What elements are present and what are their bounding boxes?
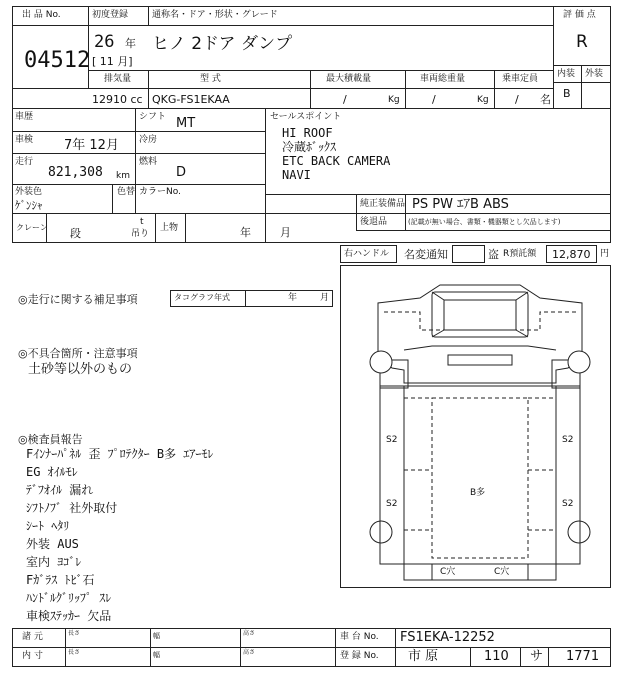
inspection-expiry: 7年 12月 — [64, 138, 119, 153]
interior-width-label: 幅 — [153, 651, 160, 659]
exterior-score-label: 外装 — [585, 69, 604, 79]
history-label: 車歴 — [15, 112, 34, 122]
crane-stage-unit: 段 — [70, 227, 81, 240]
overall-score: R — [576, 32, 588, 52]
plate-number: 1771 — [566, 649, 600, 664]
capacity-unit: 名 — [540, 93, 551, 106]
report-line: ｼｰﾄ ﾍﾀﾘ — [26, 519, 70, 533]
chassis-number-label: 車 台 No. — [340, 632, 379, 642]
dimensions-label: 諸 元 — [22, 632, 43, 642]
diagram-mark-c-hole-left: C穴 — [440, 567, 456, 577]
mileage-label: 走行 — [15, 157, 34, 167]
exterior-color: ｹﾞﾝｼｬ — [15, 199, 43, 212]
tachograph-label: タコグラフ年式 — [174, 293, 230, 302]
selling-points-label: セールスポイント — [270, 112, 342, 122]
gross-weight-unit: Kg — [477, 95, 489, 105]
report-line: ﾃﾞﾌｵｲﾙ 漏れ — [26, 483, 94, 497]
aftermarket-label: 後退品 — [360, 217, 388, 227]
interior-length-label: 長さ — [68, 649, 81, 656]
crane-tons-unit: t — [140, 217, 144, 227]
inspection-label: 車検 — [15, 135, 34, 145]
crane-label: クレーン — [16, 223, 48, 232]
registration-year: 26 — [94, 32, 115, 52]
name-change-notice-label: 名変通知 — [404, 248, 448, 261]
report-line: 外装 AUS — [26, 537, 79, 551]
displacement: 12910 cc — [92, 93, 143, 106]
vehicle-name-label: 通称名・ドア・形状・グレード — [152, 10, 278, 20]
theft-label: 盗 — [488, 248, 499, 261]
width-label: 幅 — [153, 632, 160, 640]
max-load-unit: Kg — [388, 95, 400, 105]
report-line: 室内 ﾖｺﾞﾚ — [26, 555, 82, 569]
exterior-color-label: 外装色 — [15, 187, 43, 197]
displacement-label: 排気量 — [104, 74, 132, 84]
mileage-unit: km — [116, 171, 130, 181]
report-line: EG ｵｲﾙﾓﾚ — [26, 465, 78, 479]
first-registration-label: 初度登録 — [92, 10, 129, 20]
registration-number-label: 登 録 No. — [340, 651, 379, 661]
max-load-label: 最大積載量 — [326, 74, 372, 84]
report-line: 車検ｽﾃｯｶｰ 欠品 — [26, 609, 112, 623]
right-hand-drive-label: 右ハンドル — [344, 249, 390, 259]
fuel-label: 燃料 — [139, 157, 158, 167]
genuine-equipment: PS PW ｴｱB ABS — [412, 197, 509, 212]
gross-weight-label: 車両総重量 — [420, 74, 466, 84]
defects-label: ◎不具合箇所・注意事項 — [18, 347, 138, 360]
selling-point-item: 冷蔵ﾎﾞｯｸｽ — [282, 140, 337, 154]
upper-body-year: 年 — [240, 226, 251, 239]
capacity-slash: / — [515, 93, 519, 106]
upper-body-month: 月 — [280, 226, 291, 239]
crane-hanging-label: 吊り — [131, 229, 150, 239]
diagram-mark-c-hole-right: C穴 — [494, 567, 510, 577]
max-load-slash: / — [343, 93, 347, 106]
inspector-report-label: ◎検査員報告 — [18, 433, 83, 446]
truck-diagram — [370, 285, 590, 580]
defect-note: 土砂等以外のもの — [28, 362, 133, 377]
driving-notes-label: ◎走行に関する補足事項 — [18, 293, 138, 306]
gross-weight-slash: / — [432, 93, 436, 106]
vehicle-name: ヒノ 2ドア ダンプ — [152, 34, 293, 54]
plate-area: 市 原 — [408, 649, 439, 664]
color-number-label: カラーNo. — [139, 187, 181, 197]
report-line: ｼﾌﾄﾉﾌﾞ 社外取付 — [26, 501, 118, 515]
tachograph-month-unit: 月 — [320, 293, 330, 303]
lot-number-label: 出 品 No. — [22, 10, 61, 20]
registration-year-unit: 年 — [125, 37, 136, 50]
mileage-value: 821,308 — [48, 165, 103, 180]
plate-kana: サ — [530, 649, 544, 664]
tachograph-year-unit: 年 — [288, 293, 298, 303]
aftermarket-note: (記載が無い場合、書類・機器類とし欠品します) — [408, 218, 561, 226]
shift-value: MT — [176, 116, 196, 131]
genuine-equipment-label: 純正装備品 — [360, 199, 406, 209]
yen-unit: 円 — [600, 249, 610, 259]
selling-point-item: HI ROOF — [282, 126, 333, 140]
report-line: Fｲﾝﾅｰﾊﾟﾈﾙ 歪 ﾌﾟﾛﾃｸﾀｰ B多 ｴｱｰﾓﾚ — [26, 447, 214, 461]
diagram-mark-s2-right-front: S2 — [562, 435, 574, 445]
recycle-deposit-amount: 12,870 — [552, 248, 591, 261]
diagram-mark-s2-right-rear: S2 — [562, 499, 574, 509]
height-label: 高さ — [243, 630, 256, 637]
model-code: QKG-FS1EKAA — [152, 93, 230, 106]
interior-dimensions-label: 内 寸 — [22, 651, 43, 661]
plate-class: 110 — [484, 649, 509, 664]
interior-score-label: 内装 — [557, 69, 576, 79]
score-label: 評 価 点 — [563, 10, 596, 20]
shift-label: シフト — [139, 112, 167, 122]
selling-point-item: ETC BACK CAMERA — [282, 154, 391, 168]
diagram-mark-s2-left-front: S2 — [386, 435, 398, 445]
interior-height-label: 高さ — [243, 649, 256, 656]
selling-point-item: NAVI — [282, 168, 311, 182]
diagram-mark-s2-left-rear: S2 — [386, 499, 398, 509]
registration-month: [ 11 月] — [92, 55, 133, 68]
length-label: 長さ — [68, 630, 81, 637]
color-change-label: 色替 — [117, 187, 136, 197]
upper-body-label: 上物 — [160, 223, 179, 233]
chassis-number: FS1EKA-12252 — [400, 630, 495, 645]
ac-label: 冷房 — [139, 135, 158, 145]
lot-number: 04512 — [24, 48, 91, 73]
recycle-deposit-label: R預託額 — [503, 249, 537, 259]
fuel-value: D — [176, 165, 187, 180]
report-line: Fｶﾞﾗｽ ﾄﾋﾞ石 — [26, 573, 95, 587]
capacity-label: 乗車定員 — [502, 74, 539, 84]
model-label: 型 式 — [200, 74, 221, 84]
report-line: ﾊﾝﾄﾞﾙｸﾞﾘｯﾌﾟ ｽﾚ — [26, 591, 112, 605]
diagram-mark-b-many: B多 — [470, 488, 486, 498]
interior-score: B — [563, 87, 571, 100]
